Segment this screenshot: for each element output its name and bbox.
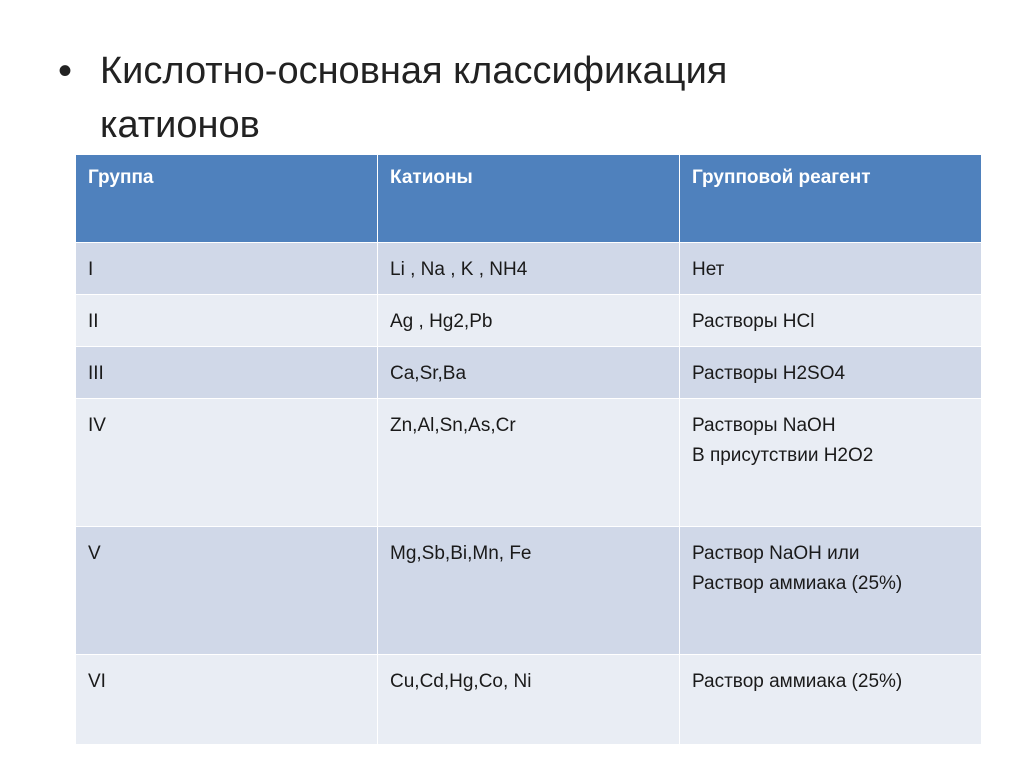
group-cell: VI: [76, 655, 378, 745]
title-text: Кислотно-основная классификация катионов: [100, 50, 728, 146]
group-cell: II: [76, 295, 378, 347]
reagent-cell: [680, 243, 982, 295]
bullet-point: •: [58, 49, 73, 93]
table-row: [76, 399, 982, 527]
table-row: [76, 527, 982, 655]
header-cations: Катионы: [378, 155, 680, 243]
cations-cell: Mg,Sb,Bi,Mn, Fe: [378, 527, 680, 655]
reagent-cell: [680, 399, 982, 527]
reagent-line: Растворы HCl: [692, 311, 815, 332]
table-row: [76, 243, 982, 295]
reagent-cell: [680, 655, 982, 745]
reagent-cell: [680, 527, 982, 655]
table-row: [76, 347, 982, 399]
cations-cell: Ca,Sr,Ba: [378, 347, 680, 399]
header-reagent: Групповой реагент: [680, 155, 982, 243]
cations-cell: Zn,Al,Sn,As,Cr: [378, 399, 680, 527]
reagent-line: Нет: [692, 259, 725, 280]
cation-classification-table: [75, 154, 982, 745]
group-cell: III: [76, 347, 378, 399]
table-row: [76, 295, 982, 347]
cations-cell: Li , Na , K , NH4: [378, 243, 680, 295]
reagent-line: В присутствии H2O2: [692, 445, 874, 466]
reagent-line: Растворы NaOH: [692, 415, 836, 436]
reagent-cell: [680, 347, 982, 399]
cations-cell: Ag , Hg2,Pb: [378, 295, 680, 347]
header-group: Группа: [76, 155, 378, 243]
slide-title: [58, 44, 958, 152]
reagent-line: Раствор аммиака (25%): [692, 573, 903, 594]
reagent-line: Раствор NaOH или: [692, 543, 860, 564]
reagent-line: Раствор аммиака (25%): [692, 671, 903, 692]
cations-cell: Cu,Cd,Hg,Co, Ni: [378, 655, 680, 745]
group-cell: IV: [76, 399, 378, 527]
reagent-cell: [680, 295, 982, 347]
table-header-row: [76, 155, 982, 243]
reagent-line: Растворы H2SO4: [692, 363, 846, 384]
group-cell: V: [76, 527, 378, 655]
table-row: [76, 655, 982, 745]
group-cell: I: [76, 243, 378, 295]
